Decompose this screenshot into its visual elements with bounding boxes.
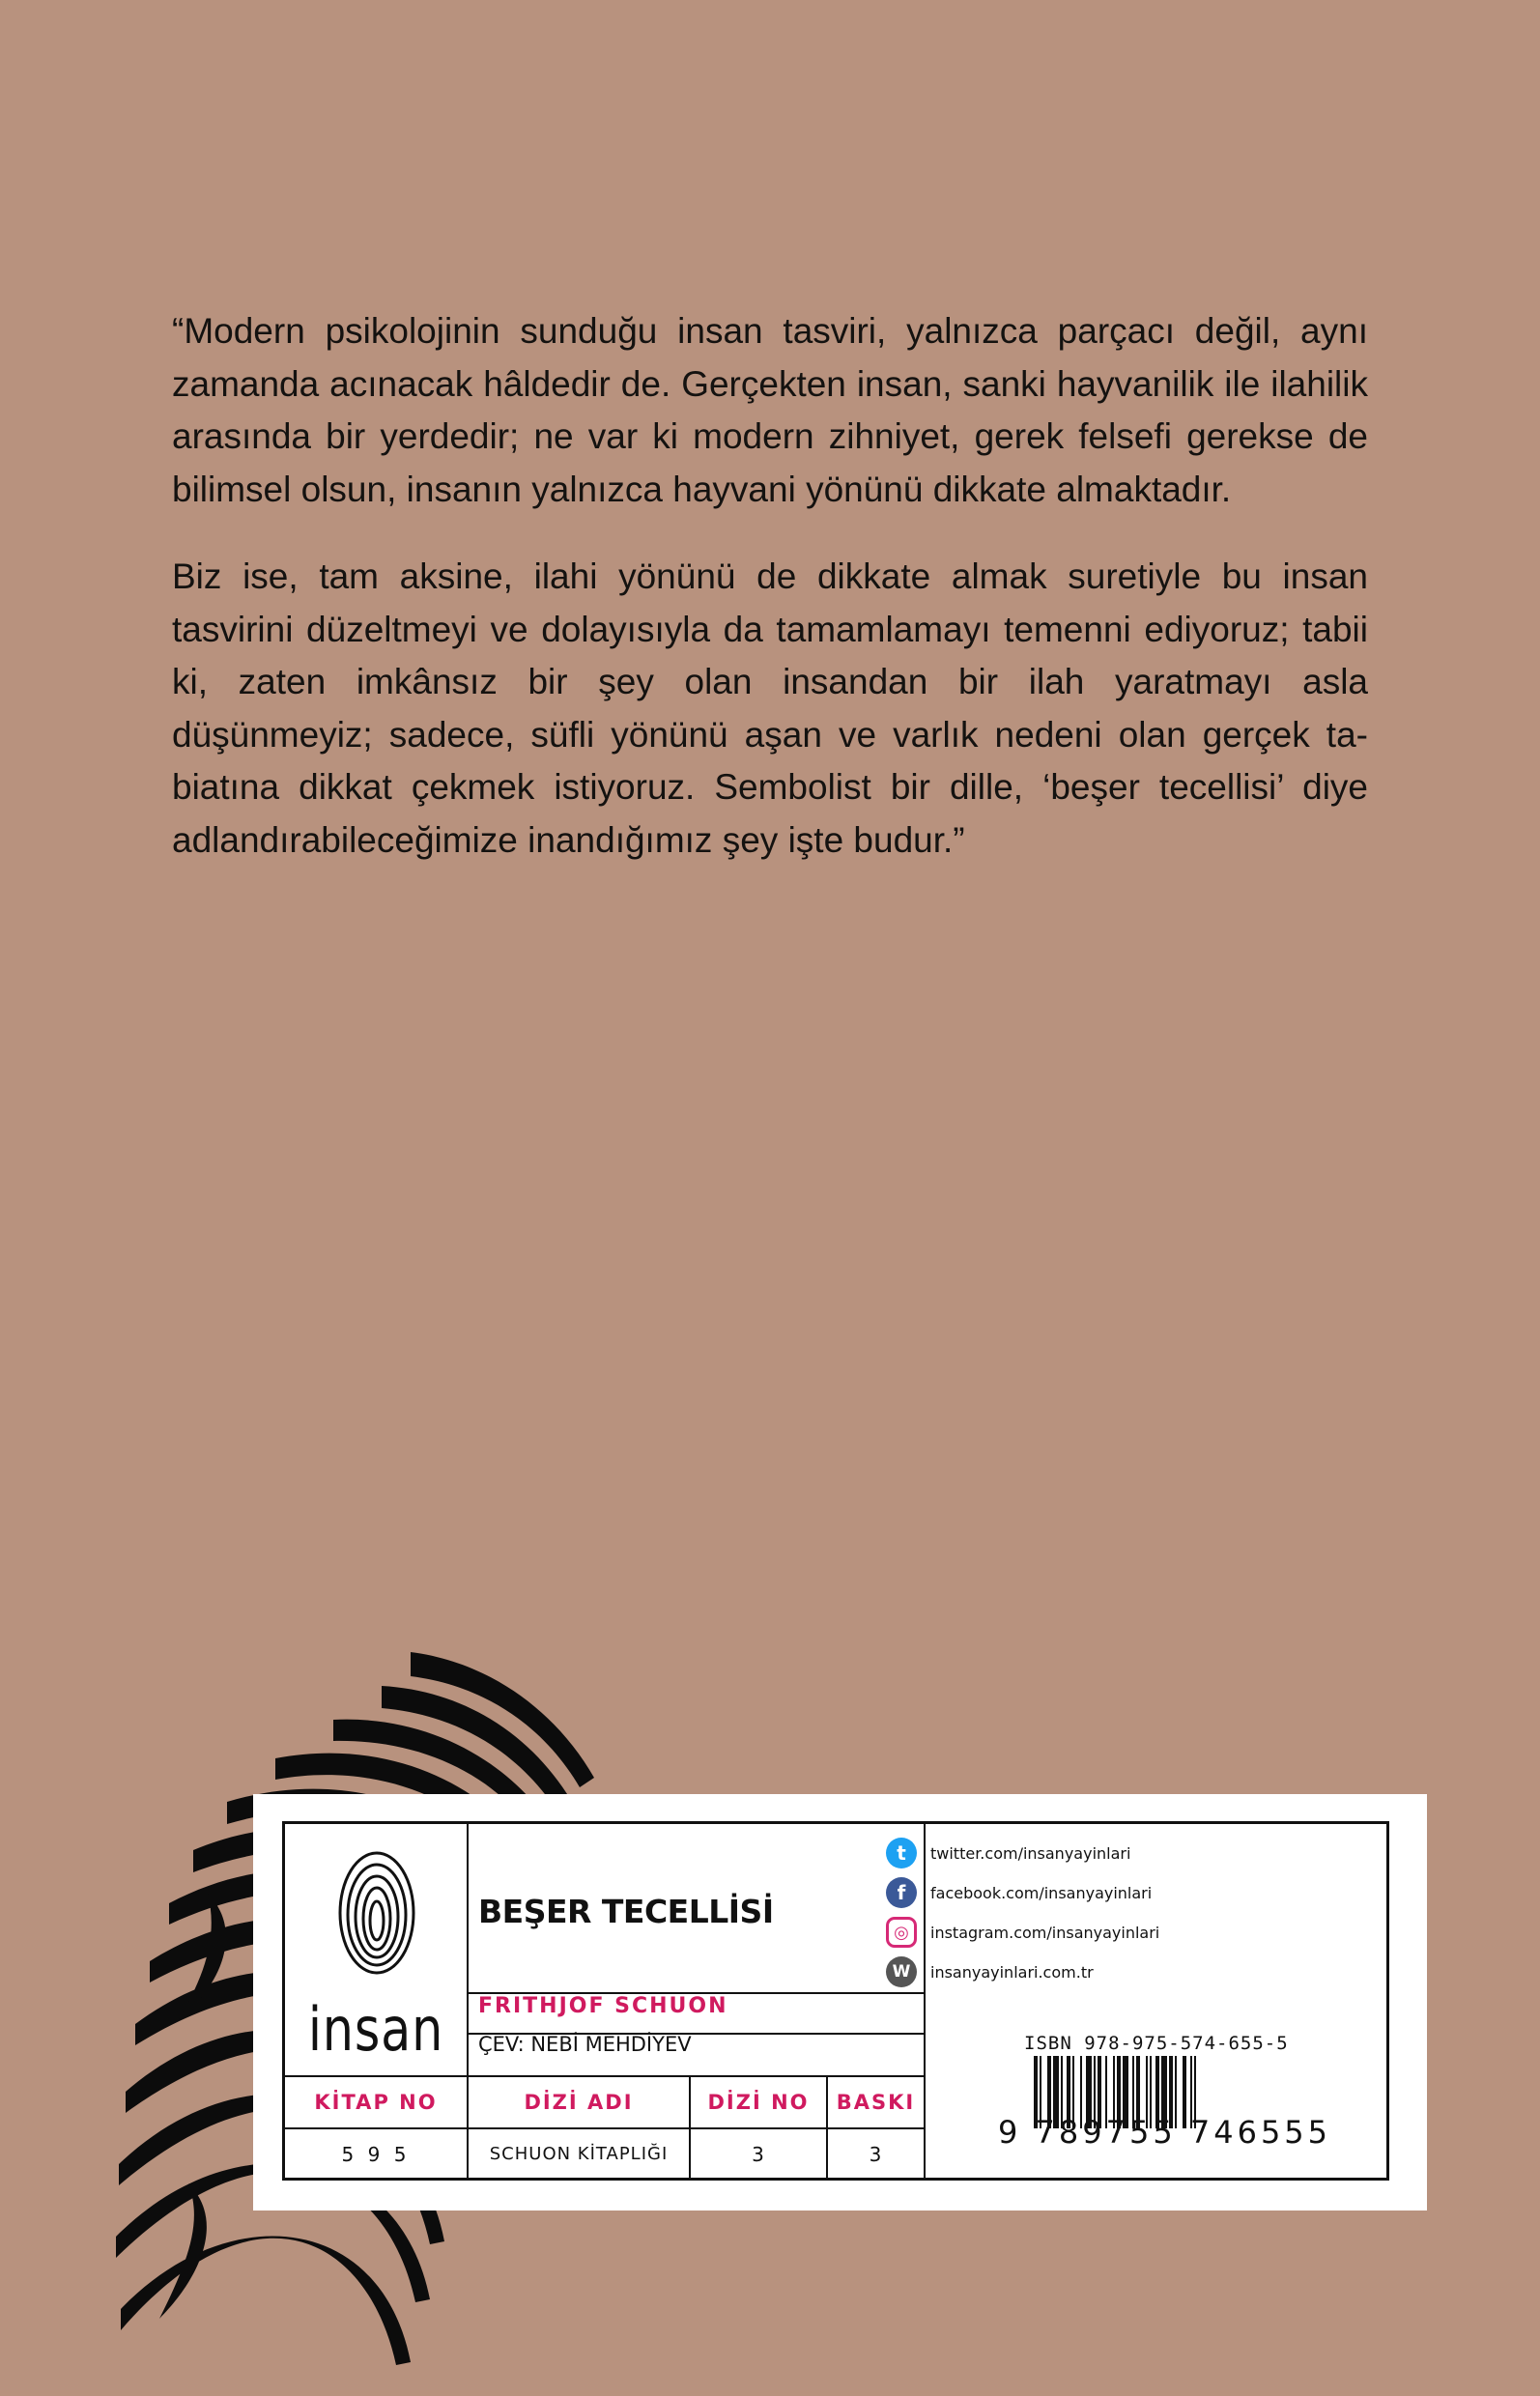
ean-digits: 9 789755 746555: [998, 2114, 1332, 2151]
value-baski: 3: [869, 2142, 883, 2166]
social-facebook: [886, 1877, 1152, 1908]
col-header-kitap-no: KİTAP NO: [314, 2091, 438, 2114]
translator-name: ÇEV: NEBİ MEHDİYEV: [478, 2033, 692, 2056]
value-dizi-adi: SCHUON KİTAPLIĞI: [489, 2144, 669, 2164]
social-twitter: [886, 1838, 1130, 1868]
value-dizi-no: 3: [752, 2142, 765, 2166]
facebook-icon: f: [886, 1877, 917, 1908]
social-instagram: [886, 1917, 1159, 1948]
label-frame: [282, 1821, 1389, 2181]
website-link-text: insanyayinlari.com.tr: [930, 1962, 1094, 1982]
col-header-baski: BASKI: [836, 2091, 916, 2114]
quote-paragraph-1: “Modern psikolojinin sunduğu insan tasviri, yalnızca parçacı değil, aynı zamanda acınacak hâldedir de. Gerçekten insan, sanki hayvanilik ile ilahilik arasında bir yerdedir; ne var ki modern zihniyet, gerek felsefi gerekse de bilimsel olsun, insanın yalnızca hayvani yönünü dikkate almaktadır.: [172, 311, 1368, 509]
col-header-dizi-no: DİZİ NO: [707, 2091, 810, 2114]
twitter-link-text: twitter.com/insanyayinlari: [930, 1843, 1131, 1863]
back-cover-quote: [172, 305, 1368, 901]
social-website: [886, 1956, 1094, 1987]
instagram-icon: ◎: [886, 1917, 917, 1948]
quote-paragraph-2: Biz ise, tam aksine, ilahi yönünü de dikkate almak suretiyle bu insan tasvirini düzeltmeyi ve dolayısıyla da tamamlamayı temenni ediyoruz; tabii ki, zaten imkânsız bir şey olan insandan bir ilah yaratmayı asla düşünmeyiz; sadece, süfli yönünü aşan ve varlık nedeni olan gerçek tabiatına dikkat çekmek istiyoruz. Sembolist bir dille, ‘beşer tecellisi’ diye adlandırabileceğimize inandığımız şey işte budur.”: [172, 556, 1368, 860]
instagram-link-text: instagram.com/insanyayinlari: [930, 1923, 1160, 1942]
value-kitap-no: 5 9 5: [341, 2142, 411, 2166]
isbn-number: ISBN 978-975-574-655-5: [1024, 2033, 1289, 2054]
book-title: BEŞER TECELLİSİ: [478, 1892, 774, 1930]
facebook-link-text: facebook.com/insanyayinlari: [930, 1883, 1153, 1902]
book-info-label: [253, 1794, 1427, 2211]
website-icon: W: [886, 1956, 917, 1987]
fingerprint-logo-icon: [335, 1845, 418, 1981]
twitter-icon: t: [886, 1838, 917, 1868]
author-name: FRITHJOF SCHUON: [478, 1994, 728, 2018]
publisher-logo-text: insan: [307, 1994, 444, 2065]
col-header-dizi-adi: DİZİ ADI: [524, 2091, 634, 2114]
